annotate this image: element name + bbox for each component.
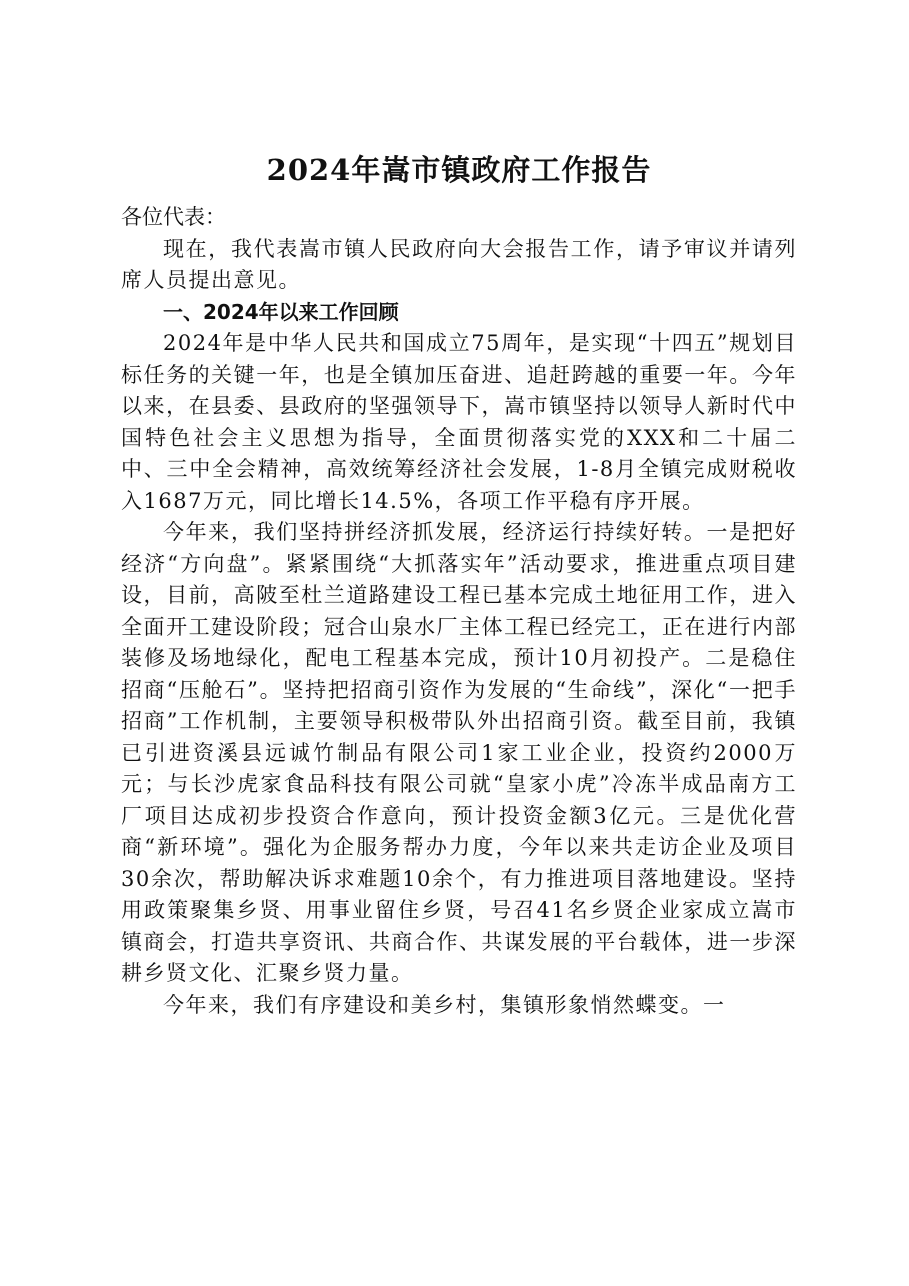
body-paragraph: 今年来，我们坚持拼经济抓发展，经济运行持续好转。一是把好经济“方向盘”。紧紧围绕“大抓落实年”活动要求，推进重点项目建设，目前，高陂至杜兰道路建设工程已基本完成土地征用工作，进入全面开工建设阶段；冠合山泉水厂主体工程已经完工，正在进行内部装修及场地绿化，配电工程基本完成，预计10月初投产。二是稳住招商“压舱石”。坚持把招商引资作为发展的“生命线”，深化“一把手招商”工作机制，主要领导积极带队外出招商引资。截至目前，我镇已引进资溪县远诚竹制品有限公司1家工业企业，投资约2000万元；与长沙虎家食品科技有限公司就“皇家小虎”冷冻半成品南方工厂项目达成初步投资合作意向，预计投资金额3亿元。三是优化营商“新环境”。强化为企服务帮办力度，今年以来共走访企业及项目30余次，帮助解决诉求难题10余个，有力推进项目落地建设。坚持用政策聚集乡贤、用事业留住乡贤，号召41名乡贤企业家成立嵩市镇商会，打造共享资讯、共商合作、共谋发展的平台载体，进一步深耕乡贤文化、汇聚乡贤力量。	[121, 520, 797, 985]
salutation: 各位代表：	[121, 205, 226, 229]
body-paragraph: 2024年是中华人民共和国成立75周年，是实现“十四五”规划目标任务的关键一年，也是全镇加压奋进、追赶跨越的重要一年。今年以来，在县委、县政府的坚强领导下，嵩市镇坚持以领导人新时代中国特色社会主义思想为指导，全面贯彻落实党的XXX和二十届二中、三中全会精神，高效统筹经济社会发展，1-8月全镇完成财税收入1687万元，同比增长14.5%，各项工作平稳有序开展。	[121, 331, 797, 513]
section-heading: 一、2024年以来工作回顾	[163, 299, 399, 324]
body-paragraph: 今年来，我们有序建设和美乡村，集镇形象悄然蝶变。一	[163, 992, 726, 1017]
document-page	[121, 150, 797, 1021]
intro-paragraph: 现在，我代表嵩市镇人民政府向大会报告工作，请予审议并请列席人员提出意见。	[121, 236, 797, 292]
document-title: 2024年嵩市镇政府工作报告	[266, 153, 652, 187]
